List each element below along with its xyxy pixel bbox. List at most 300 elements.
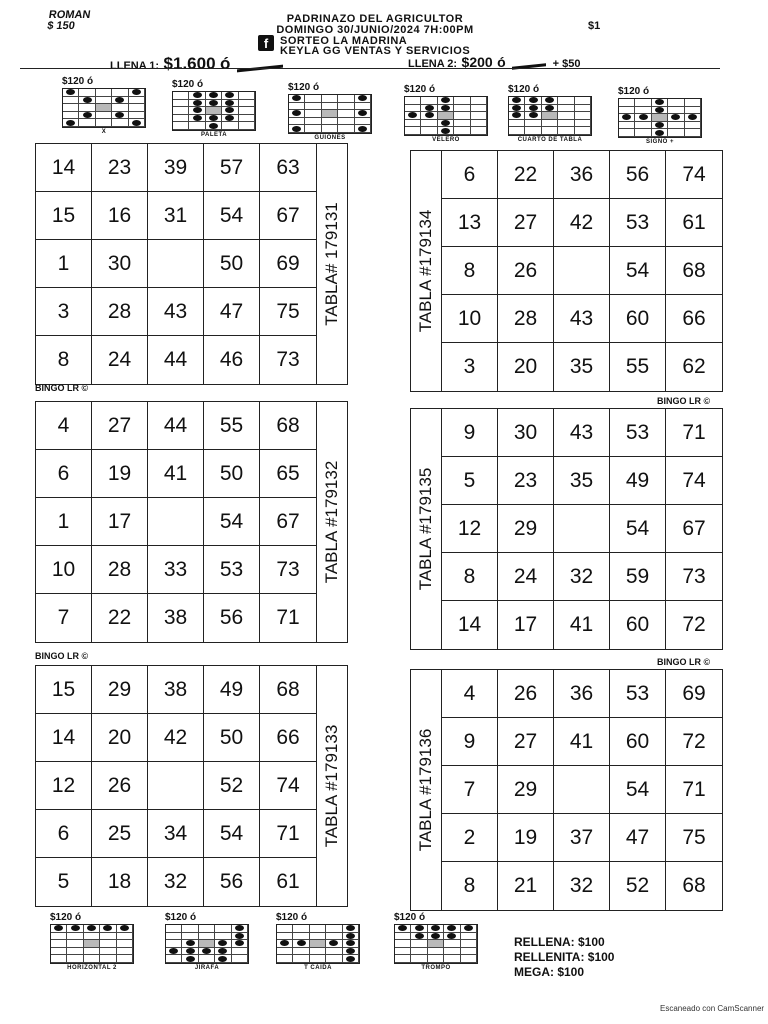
facebook-icon: f [258,35,274,51]
pattern-mark [421,105,437,113]
number-cell: 36 [554,670,610,718]
pattern-mark [79,112,95,120]
free-cell [148,240,204,288]
number-cell: 54 [204,498,260,546]
pattern-cell [277,925,293,933]
number-cell: 56 [204,858,260,906]
pattern-mark [668,114,684,122]
pattern-mark [652,107,668,115]
number-cell: 28 [498,295,554,343]
pattern-mark [438,127,454,135]
number-cell: 66 [666,295,722,343]
card-label: TABLA #179135 [416,467,435,591]
pattern-cell [100,940,116,948]
pattern-price: $120 ó [508,84,540,95]
pattern-top [172,79,256,138]
pattern-top [62,76,146,135]
pattern-cell [63,112,79,120]
number-cell: 52 [610,862,666,910]
number-cell: 8 [442,247,498,295]
pattern-mark [438,105,454,113]
pattern-cell [411,955,427,963]
number-cell: 12 [442,505,498,553]
pattern-cell [454,105,470,113]
number-cell: 54 [610,505,666,553]
event-date: DOMINGO 30/JUNIO/2024 7H:00PM [276,24,474,36]
logo-text: ROMAN [48,9,92,21]
number-cell: 7 [442,766,498,814]
pattern-mark [129,119,145,127]
prize-value: $1.600 [163,54,216,73]
number-cell: 43 [554,409,610,457]
pattern-caption: VELERO [432,137,460,143]
pattern-cell [395,948,411,956]
pattern-grid [394,924,478,964]
prize-or: ó [220,54,231,73]
pattern-cell [619,129,635,137]
pattern-cell [84,948,100,956]
pattern-cell [685,99,701,107]
card-grid [441,150,723,392]
pattern-cell [96,89,112,97]
pattern-cell [454,127,470,135]
number-cell: 61 [666,199,722,247]
mega-prize: MEGA: $100 [514,965,585,979]
prize-value: $200 [461,54,493,70]
pattern-caption: PALETA [200,132,228,138]
number-cell: 54 [610,247,666,295]
brand-label: BINGO LR © [35,383,89,393]
number-cell: 26 [498,247,554,295]
pattern-mark [355,95,371,103]
pattern-cell [575,127,591,135]
number-cell: 19 [92,450,148,498]
pattern-cell [558,112,574,120]
card-grid [441,408,723,650]
number-cell: 73 [666,553,722,601]
pattern-mark [129,89,145,97]
logo [46,10,91,32]
pattern-cell [310,940,326,948]
number-cell: 6 [36,810,92,858]
number-cell: 23 [92,144,148,192]
card-label-strip [410,408,441,650]
pattern-cell [166,933,182,941]
number-cell: 37 [554,814,610,862]
number-cell: 26 [498,670,554,718]
pattern-cell [305,110,321,118]
card-grid [441,669,723,911]
pattern-cell [635,122,651,130]
number-cell: 60 [610,295,666,343]
pattern-caption: CUARTO DE TABLA [517,137,583,143]
number-cell: 41 [554,718,610,766]
pattern-cell [305,125,321,133]
pattern-cell [67,940,83,948]
number-cell: 27 [498,199,554,247]
pattern-mark [182,948,198,956]
number-cell: 29 [498,766,554,814]
pattern-cell [129,112,145,120]
number-cell: 49 [610,457,666,505]
number-cell: 22 [92,594,148,642]
pattern-cell [405,97,421,105]
bird-icon [237,57,283,73]
pattern-grid [618,98,702,138]
pattern-mark [411,933,427,941]
pattern-cell [239,122,255,130]
number-cell: 29 [92,666,148,714]
card-grid [35,401,317,643]
rellenita-prize: RELLENITA: $100 [514,950,615,964]
pattern-mark [117,925,133,933]
number-cell: 32 [554,553,610,601]
pattern-cell [619,99,635,107]
pattern-price: $120 ó [62,76,94,87]
number-cell: 15 [36,192,92,240]
free-cell [148,762,204,810]
pattern-mark [189,100,205,108]
pattern-cell [173,115,189,123]
header-divider [20,68,720,69]
pattern-mark [438,97,454,105]
pattern-mark [182,940,198,948]
pattern-cell [96,104,112,112]
pattern-cell [635,99,651,107]
corner-note: $1 [588,20,601,32]
number-cell: 71 [666,766,722,814]
pattern-cell [322,118,338,126]
pattern-cell [79,89,95,97]
number-cell: 57 [204,144,260,192]
pattern-cell [289,103,305,111]
bingo-card [410,669,723,911]
pattern-price: $120 ó [288,82,320,93]
number-cell: 74 [666,457,722,505]
number-cell: 14 [36,144,92,192]
pattern-mark [112,112,128,120]
pattern-mark [215,948,231,956]
pattern-cell [355,118,371,126]
pattern-top [288,82,372,141]
pattern-cell [509,120,525,128]
number-cell: 50 [204,714,260,762]
pattern-cell [182,925,198,933]
pattern-mark [405,112,421,120]
number-cell: 75 [666,814,722,862]
pattern-mark [343,948,359,956]
pattern-cell [310,948,326,956]
number-cell: 69 [260,240,316,288]
pattern-cell [444,948,460,956]
pattern-cell [405,120,421,128]
pattern-mark [215,955,231,963]
pattern-cell [239,107,255,115]
pattern-mark [525,105,541,113]
pattern-cell [685,107,701,115]
number-cell: 27 [92,402,148,450]
number-cell: 54 [610,766,666,814]
pattern-cell [173,107,189,115]
pattern-cell [668,122,684,130]
pattern-cell [635,107,651,115]
number-cell: 2 [442,814,498,862]
number-cell: 42 [554,199,610,247]
number-cell: 53 [610,409,666,457]
number-cell: 38 [148,666,204,714]
number-cell: 47 [204,288,260,336]
pattern-cell [542,127,558,135]
number-cell: 31 [148,192,204,240]
number-cell: 47 [610,814,666,862]
number-cell: 41 [148,450,204,498]
number-cell: 60 [610,601,666,649]
pattern-mark [199,948,215,956]
pattern-cell [67,933,83,941]
card-label: TABLA #179133 [322,724,341,848]
pattern-mark [289,95,305,103]
number-cell: 20 [92,714,148,762]
pattern-cell [338,103,354,111]
pattern-top [618,86,702,145]
pattern-bottom [394,912,478,971]
pattern-cell [326,925,342,933]
pattern-caption: GUIONES [314,135,346,141]
number-cell: 28 [92,546,148,594]
pattern-mark [289,125,305,133]
pattern-mark [461,925,477,933]
number-cell: 71 [276,606,300,629]
pattern-mark [525,112,541,120]
number-cell: 5 [442,457,498,505]
free-cell [554,505,610,553]
number-cell: 65 [260,450,316,498]
pattern-mark [343,940,359,948]
pattern-cell [461,940,477,948]
pattern-mark [277,940,293,948]
pattern-cell [558,105,574,113]
pattern-cell [444,940,460,948]
number-cell: 50 [204,240,260,288]
pattern-cell [199,940,215,948]
pattern-cell [63,97,79,105]
pattern-mark [293,940,309,948]
pattern-grid [62,88,146,128]
pattern-grid [508,96,592,136]
pattern-cell [96,97,112,105]
pattern-caption: X [101,129,107,135]
pattern-cell [63,104,79,112]
number-cell: 71 [666,409,722,457]
pattern-cell [310,933,326,941]
number-cell: 3 [36,288,92,336]
pattern-cell [277,955,293,963]
card-label-strip [317,401,348,643]
pattern-mark [100,925,116,933]
number-cell: 54 [204,192,260,240]
number-cell: 67 [666,505,722,553]
bingo-card [35,665,348,907]
pattern-mark [232,925,248,933]
pattern-top [404,84,488,143]
card-label-strip [317,143,348,385]
card-label: TABLA #179132 [322,460,341,584]
pattern-mark [343,955,359,963]
pattern-mark [619,114,635,122]
pattern-bottom [50,912,134,971]
pattern-cell [112,89,128,97]
pattern-mark [189,115,205,123]
pattern-cell [51,940,67,948]
pattern-cell [117,948,133,956]
number-cell: 55 [610,343,666,391]
pattern-cell [428,940,444,948]
pattern-cell [305,118,321,126]
seller-name: KEYLA GG VENTAS Y SERVICIOS [280,45,471,57]
number-cell: 4 [36,402,92,450]
number-cell: 62 [682,355,706,378]
number-cell: 6 [36,450,92,498]
pattern-cell [84,955,100,963]
pattern-grid [404,96,488,136]
pattern-cell [326,933,342,941]
pattern-cell [51,955,67,963]
number-cell: 6 [442,151,498,199]
number-cell: 34 [148,810,204,858]
number-cell: 68 [682,874,706,897]
pattern-cell [293,955,309,963]
pattern-cell [239,92,255,100]
event-title: PADRINAZO DEL AGRICULTOR [286,13,464,25]
number-cell: 9 [442,718,498,766]
pattern-cell [182,933,198,941]
pattern-mark [509,97,525,105]
number-cell: 42 [148,714,204,762]
pattern-cell [558,97,574,105]
pattern-cell [129,104,145,112]
number-cell: 68 [666,247,722,295]
pattern-mark [343,925,359,933]
pattern-cell [117,940,133,948]
number-cell: 49 [204,666,260,714]
pattern-cell [411,940,427,948]
number-cell: 20 [498,343,554,391]
pattern-grid [288,94,372,134]
pattern-cell [355,103,371,111]
number-cell: 39 [148,144,204,192]
pattern-mark [222,92,238,100]
number-cell: 19 [498,814,554,862]
pattern-grid [165,924,249,964]
pattern-bottom [276,912,360,971]
pattern-mark [411,925,427,933]
brand-label: BINGO LR © [657,396,711,406]
pattern-mark [428,933,444,941]
pattern-cell [438,112,454,120]
pattern-mark [222,100,238,108]
pattern-cell [79,104,95,112]
number-cell: 69 [666,670,722,718]
card-grid [35,665,317,907]
brand-label: BINGO LR © [35,651,89,661]
pattern-mark [166,948,182,956]
pattern-cell [421,127,437,135]
number-cell: 75 [260,288,316,336]
pattern-grid [276,924,360,964]
pattern-grid [50,924,134,964]
number-cell: 14 [442,601,498,649]
pattern-caption: JIRAFA [194,965,220,971]
pattern-cell [395,933,411,941]
number-cell: 59 [610,553,666,601]
draw-name: SORTEO LA MADRINA [280,35,408,47]
pattern-price: $120 ó [172,79,204,90]
pattern-cell [310,955,326,963]
pattern-cell [84,933,100,941]
prize-llena-1 [110,54,285,74]
pattern-cell [84,940,100,948]
number-cell: 14 [36,714,92,762]
number-cell: 29 [498,505,554,553]
pattern-mark [232,940,248,948]
pattern-cell [619,122,635,130]
pattern-mark [652,122,668,130]
pattern-mark [67,925,83,933]
pattern-cell [51,933,67,941]
pattern-cell [117,933,133,941]
pattern-mark [525,97,541,105]
pattern-cell [338,95,354,103]
card-label: TABLA #179134 [416,209,435,333]
pattern-cell [542,120,558,128]
pattern-cell [471,105,487,113]
prize-or: ó [497,54,506,70]
number-cell: 22 [498,151,554,199]
price-tag: $ 150 [46,20,76,32]
pattern-cell [322,95,338,103]
pattern-caption: TROMPO [421,965,451,971]
number-cell: 53 [610,199,666,247]
number-cell: 46 [204,336,260,384]
pattern-price: $120 ó [394,912,426,923]
number-cell: 53 [610,670,666,718]
number-cell: 16 [92,192,148,240]
pattern-mark [421,112,437,120]
free-cell [554,247,610,295]
card-label-strip [317,665,348,907]
pattern-cell [652,114,668,122]
number-cell: 50 [204,450,260,498]
pattern-cell [454,112,470,120]
number-cell: 36 [554,151,610,199]
pattern-mark [509,105,525,113]
bingo-card [35,401,348,643]
free-cell [554,766,610,814]
pattern-cell [558,127,574,135]
number-cell: 38 [148,594,204,642]
number-cell: 15 [36,666,92,714]
pattern-cell [206,107,222,115]
pattern-cell [575,97,591,105]
pattern-mark [189,107,205,115]
number-cell: 3 [442,343,498,391]
pattern-cell [199,925,215,933]
pattern-caption: T CAIDA [304,965,332,971]
pattern-bottom [165,912,249,971]
pattern-cell [199,955,215,963]
pattern-cell [471,112,487,120]
number-cell: 27 [498,718,554,766]
